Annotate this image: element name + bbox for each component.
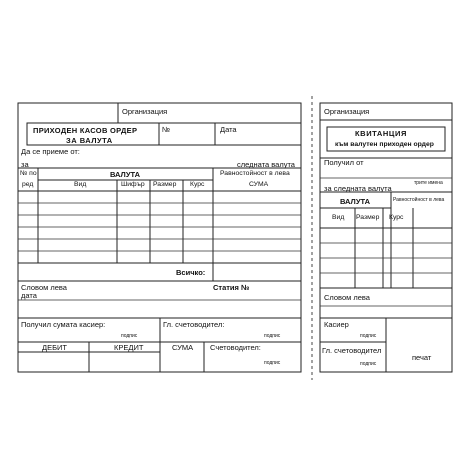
cashier-received-label: Получил сумата касиер: xyxy=(21,320,106,329)
col-type: Вид xyxy=(74,181,87,188)
received-from-label: Да се приеме от: xyxy=(21,147,80,156)
date-bottom-label: дата xyxy=(21,291,37,300)
credit-label: КРЕДИТ xyxy=(114,343,144,352)
receipt-full-name-label: трите имена xyxy=(414,180,443,186)
accountant-signature-label: подпис xyxy=(264,360,281,366)
receipt-col-type: Вид xyxy=(332,214,345,221)
receipt-col-size: Размер xyxy=(356,214,380,221)
receipt-in-words-label: Словом лева xyxy=(324,293,370,302)
organization-label: Организация xyxy=(122,107,168,116)
receipt-col-currency-group: ВАЛУТА xyxy=(340,197,371,206)
receipt-subtitle: към валутен приходен ордер xyxy=(335,141,434,148)
col-rate: Курс xyxy=(190,181,205,188)
receipt-organization-label: Организация xyxy=(324,107,370,116)
col-size: Размер xyxy=(153,181,177,188)
form-title-line1: ПРИХОДЕН КАСОВ ОРДЕР xyxy=(33,126,138,135)
receipt-cashier-signature: подпис xyxy=(360,333,377,339)
col-no-line1: № по xyxy=(20,170,37,177)
article-label: Статия № xyxy=(213,283,250,292)
receipt-col-equiv: Равностойност в лева xyxy=(393,197,445,203)
debit-label: ДЕБИТ xyxy=(42,343,67,352)
number-label: № xyxy=(162,125,171,134)
date-label: Дата xyxy=(220,125,237,134)
receipt-title: КВИТАНЦИЯ xyxy=(355,129,407,138)
in-words-label: Словом лева xyxy=(21,283,67,292)
sum-label: СУМА xyxy=(172,343,194,352)
for-label: за xyxy=(21,160,29,169)
receipt-for-currency-label: за следната валута xyxy=(324,184,392,193)
receipt-received-from-label: Получил от xyxy=(324,158,364,167)
receipt-stamp-label: печат xyxy=(412,353,432,362)
receipt-cashier-label: Касиер xyxy=(324,320,349,329)
chief-signature-label: подпис xyxy=(264,333,281,339)
total-label: Всичко: xyxy=(176,268,206,277)
receipt-chief-accountant-label: Гл. счетоводител xyxy=(322,346,382,355)
currency-next-label: следната валута xyxy=(237,160,295,169)
accountant-label: Счетоводител: xyxy=(210,343,261,352)
receipt-chief-signature: подпис xyxy=(360,361,377,367)
col-no-line2: ред xyxy=(22,181,34,188)
form-title-line2: ЗА ВАЛУТА xyxy=(66,136,113,145)
chief-accountant-label: Гл. счетоводител: xyxy=(163,320,225,329)
cashier-signature-label: подпис xyxy=(121,333,138,339)
col-code: Шифър xyxy=(121,181,145,188)
col-equiv-line1: Равностойност в лева xyxy=(220,170,290,177)
receipt-col-rate: Курс xyxy=(389,214,404,221)
col-currency-group: ВАЛУТА xyxy=(110,170,141,179)
col-equiv-line2: СУМА xyxy=(249,181,269,188)
